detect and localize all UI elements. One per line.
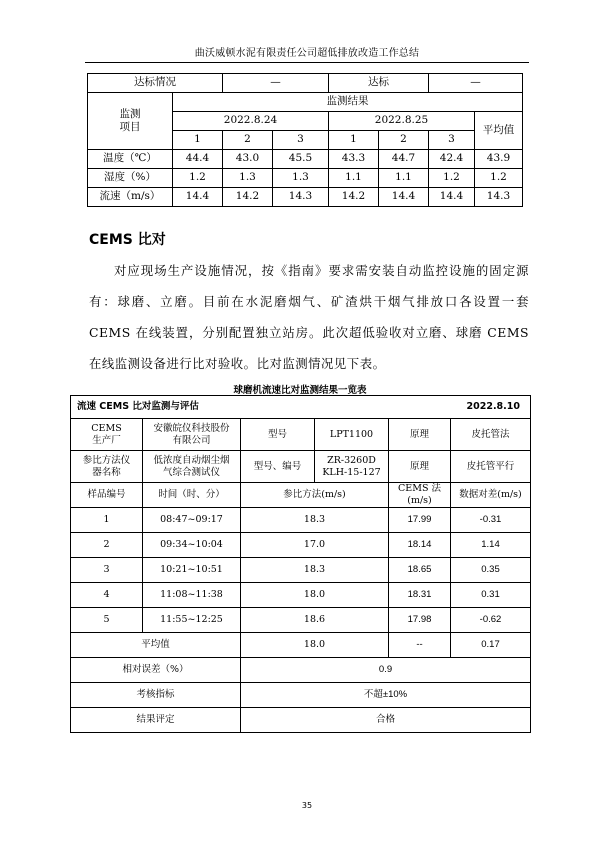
section-body [89, 255, 529, 379]
col-header: CEMS 法(m/s) [389, 483, 451, 508]
cell: 14.2 [329, 188, 379, 207]
cems-value: 17.99 [389, 507, 451, 532]
diff-value: 1.14 [451, 532, 531, 557]
sample-no: 5 [71, 607, 143, 632]
time: 11:08~11:38 [143, 582, 241, 607]
cell: 42.4 [429, 150, 475, 169]
cell: 1.2 [475, 169, 523, 188]
ref-value: 17.0 [241, 532, 389, 557]
standard-value: — [429, 74, 523, 93]
cell: 43.9 [475, 150, 523, 169]
diff-value: 0.31 [451, 582, 531, 607]
time: 08:47~09:17 [143, 507, 241, 532]
cell: 44.4 [173, 150, 223, 169]
sample-no: 1 [71, 507, 143, 532]
compliance-value: — [223, 74, 329, 93]
results-label: 监测结果 [173, 93, 523, 112]
cell: 14.4 [429, 188, 475, 207]
ref-value: 18.3 [241, 557, 389, 582]
date-1: 2022.8.24 [173, 112, 329, 131]
avg-label: 平均值 [475, 112, 523, 150]
cell: 14.4 [173, 188, 223, 207]
ref-model-value: ZR-3260D KLH-15-127 [315, 451, 389, 483]
header-rule [85, 62, 529, 63]
cell: 1.1 [329, 169, 379, 188]
criteria-value: 不超±10% [241, 682, 531, 707]
ref-value: 18.0 [241, 582, 389, 607]
cell: 14.4 [379, 188, 429, 207]
cell: 14.3 [273, 188, 329, 207]
cems-comparison-table [70, 395, 531, 733]
sample-num: 3 [429, 131, 475, 150]
diff-value: -0.31 [451, 507, 531, 532]
sample-num: 2 [223, 131, 273, 150]
col-header: 数据对差(m/s) [451, 483, 531, 508]
table-row [71, 532, 531, 557]
paragraph: 对应现场生产设施情况，按《指南》要求需安装自动监控设施的固定源有：球磨、立磨。目前在水泥磨烟气、矿渣烘干烟气排放口各设置一套 CEMS 在线装置，分别配置独立站房。此次超低验收对立磨、球磨 CEMS 在线监测设备进行比对验收。比对监测情况见下表。 [89, 263, 529, 371]
sample-num: 1 [329, 131, 379, 150]
cems-value: 18.14 [389, 532, 451, 557]
page-header: 曲沃威顿水泥有限责任公司超低排放改造工作总结 [194, 48, 420, 59]
mfr-label: CEMS 生产厂 [71, 419, 143, 451]
result-label: 结果评定 [71, 707, 241, 732]
row-label: 流速（m/s） [88, 188, 173, 207]
ref-value: 18.3 [241, 507, 389, 532]
cell: 43.0 [223, 150, 273, 169]
rel-err-value: 0.9 [241, 657, 531, 682]
avg-label: 平均值 [71, 632, 241, 657]
time: 09:34~10:04 [143, 532, 241, 557]
cell: 1.3 [273, 169, 329, 188]
cems-value: 18.65 [389, 557, 451, 582]
table-title: 流速 CEMS 比对监测与评估 [71, 396, 389, 419]
sample-num: 2 [379, 131, 429, 150]
row-label: 湿度（%） [88, 169, 173, 188]
cell: 1.2 [429, 169, 475, 188]
monitoring-table [87, 73, 523, 207]
sample-no: 2 [71, 532, 143, 557]
cell: 44.7 [379, 150, 429, 169]
table-row [71, 582, 531, 607]
diff-value: -0.62 [451, 607, 531, 632]
col-header: 时间（时、分） [143, 483, 241, 508]
cell: 1.3 [223, 169, 273, 188]
cell: 45.5 [273, 150, 329, 169]
table-caption: 球磨机流速比对监测结果一览表 [233, 385, 367, 396]
cems-value: 18.31 [389, 582, 451, 607]
sample-no: 3 [71, 557, 143, 582]
diff-value: 0.35 [451, 557, 531, 582]
avg-diff: 0.17 [451, 632, 531, 657]
standard-label: 达标 [329, 74, 429, 93]
cell: 14.3 [475, 188, 523, 207]
table-row [71, 507, 531, 532]
avg-ref: 18.0 [241, 632, 389, 657]
time: 10:21~10:51 [143, 557, 241, 582]
sample-num: 1 [173, 131, 223, 150]
table-row [88, 169, 523, 188]
table-date: 2022.8.10 [389, 396, 531, 419]
cell: 43.3 [329, 150, 379, 169]
col-header: 样品编号 [71, 483, 143, 508]
principle-label: 原理 [389, 419, 451, 451]
table-row [88, 150, 523, 169]
avg-cems: -- [389, 632, 451, 657]
sample-no: 4 [71, 582, 143, 607]
cems-value: 17.98 [389, 607, 451, 632]
result-row [71, 707, 531, 732]
model-value: LPT1100 [315, 419, 389, 451]
row-label: 温度（℃） [88, 150, 173, 169]
mfr-value: 安徽皖仪科技股份 有限公司 [143, 419, 241, 451]
page-number: 35 [301, 801, 313, 810]
criteria-label: 考核指标 [71, 682, 241, 707]
cell: 14.2 [223, 188, 273, 207]
principle-value: 皮托管法 [451, 419, 531, 451]
rel-err-label: 相对误差（%） [71, 657, 241, 682]
ref-principle-label: 原理 [389, 451, 451, 483]
ref-instrument-label: 参比方法仪 器名称 [71, 451, 143, 483]
avg-row [71, 632, 531, 657]
model-label: 型号 [241, 419, 315, 451]
ref-instrument-value: 低浓度自动烟尘烟 气综合测试仪 [143, 451, 241, 483]
ref-principle-value: 皮托管平行 [451, 451, 531, 483]
compliance-label: 达标情况 [88, 74, 223, 93]
item-label: 监测 项目 [88, 93, 173, 150]
rel-err-row [71, 657, 531, 682]
result-value: 合格 [241, 707, 531, 732]
ref-value: 18.6 [241, 607, 389, 632]
time: 11:55~12:25 [143, 607, 241, 632]
table-row [71, 607, 531, 632]
col-header: 参比方法(m/s) [241, 483, 389, 508]
ref-model-label: 型号、编号 [241, 451, 315, 483]
criteria-row [71, 682, 531, 707]
cell: 1.2 [173, 169, 223, 188]
date-2: 2022.8.25 [329, 112, 475, 131]
cell: 1.1 [379, 169, 429, 188]
sample-num: 3 [273, 131, 329, 150]
section-heading: CEMS 比对 [89, 232, 166, 248]
table-row [88, 188, 523, 207]
table-row [71, 557, 531, 582]
